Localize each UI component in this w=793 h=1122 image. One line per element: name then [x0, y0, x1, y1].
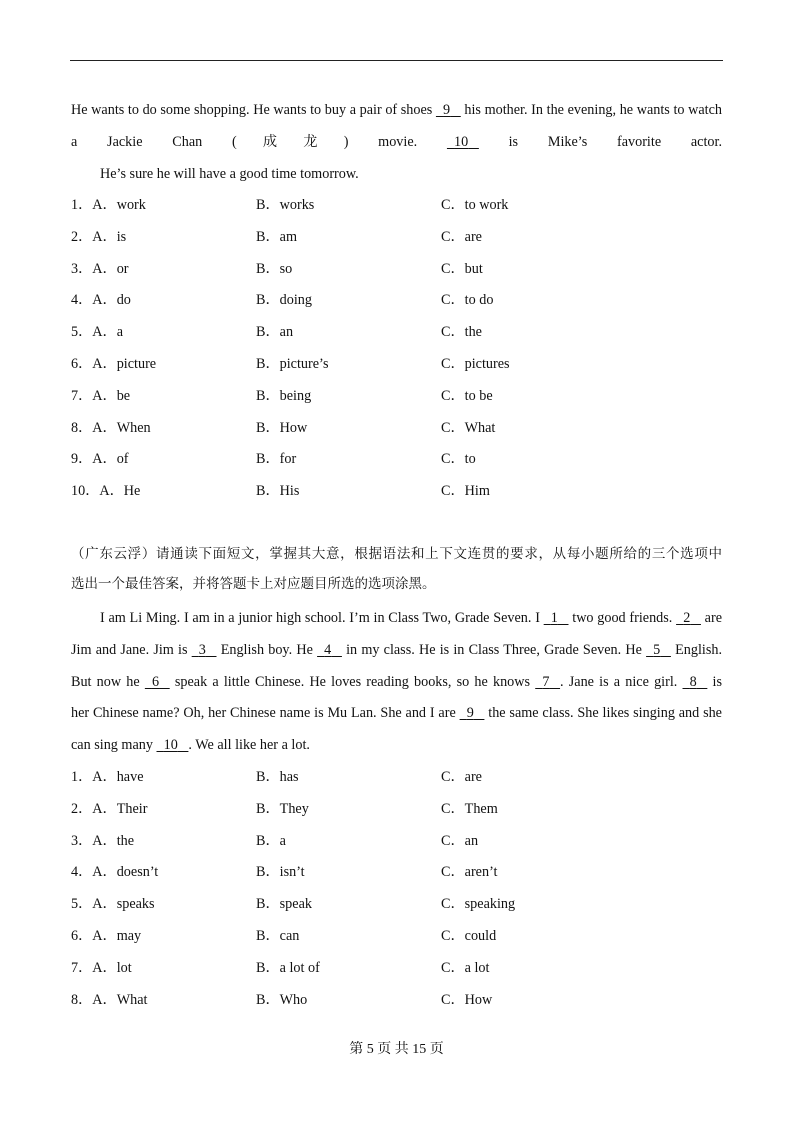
option-row	[71, 285, 722, 317]
blank-number: 10	[163, 737, 178, 754]
option-row	[71, 381, 722, 413]
blank-number: 9	[443, 102, 451, 118]
blank-number: 10	[454, 133, 469, 150]
option-c: C．to	[441, 451, 476, 468]
option-c: C．What	[441, 419, 496, 436]
option-a: 8．A．What	[71, 991, 148, 1008]
blank-number: 9	[466, 705, 474, 722]
blank-9	[436, 95, 461, 127]
blank-number: 7	[542, 673, 550, 690]
text-line	[71, 635, 722, 667]
option-row	[71, 889, 722, 921]
text-segment: . We all like her a lot.	[188, 737, 310, 754]
header-rule	[70, 60, 723, 61]
blank-3	[192, 635, 217, 667]
text-segment: his mother. In the evening, he wants to watch	[460, 102, 722, 118]
option-row	[71, 317, 722, 349]
blank-10	[447, 127, 479, 159]
text-segment: is	[707, 673, 722, 690]
option-c: C．but	[441, 260, 483, 277]
option-c: C．a lot	[441, 959, 490, 976]
option-a: 1．A．work	[71, 197, 146, 213]
blank-number: 5	[653, 641, 661, 658]
option-row	[71, 476, 722, 508]
option-b: B．isn’t	[256, 864, 305, 881]
option-c: C．could	[441, 927, 497, 944]
blank-number: 1	[550, 610, 558, 626]
option-c: C．speaking	[441, 896, 516, 913]
option-row	[71, 413, 722, 445]
option-a: 6．A．may	[71, 927, 142, 944]
option-b: B．doing	[256, 292, 312, 309]
option-b: B．can	[256, 927, 300, 944]
text-segment: . Jane is a nice girl.	[560, 673, 683, 690]
option-b: B．am	[256, 228, 297, 245]
option-b: B．has	[256, 769, 299, 785]
option-c: C．pictures	[441, 355, 510, 372]
option-a: 2．A．is	[71, 228, 127, 245]
option-row	[71, 190, 722, 222]
text-segment: English.	[670, 641, 722, 658]
option-b: B．so	[256, 260, 293, 277]
option-b: B．Who	[256, 991, 308, 1008]
blank-number: 8	[689, 673, 697, 690]
option-row	[71, 349, 722, 381]
blank-1	[544, 603, 569, 635]
option-b: B．speak	[256, 896, 312, 913]
blank-8	[683, 667, 708, 699]
option-c: C．the	[441, 324, 482, 341]
option-a: 3．A．the	[71, 832, 135, 849]
option-c: C．Him	[441, 483, 490, 500]
option-a: 4．A．do	[71, 292, 131, 309]
option-row	[71, 985, 722, 1017]
text-segment: in my class. He is in Class Three, Grade Seven. He	[341, 641, 647, 658]
option-c: C．How	[441, 991, 493, 1008]
option-b: B．His	[256, 483, 300, 500]
option-a: 10．A．He	[71, 483, 141, 500]
text-segment: speak a little Chinese. He loves reading books, so he knows	[169, 673, 536, 690]
option-a: 4．A．doesn’t	[71, 864, 159, 881]
option-row	[71, 222, 722, 254]
blank-number: 6	[151, 673, 160, 690]
blank-6	[145, 667, 170, 699]
option-row	[71, 857, 722, 889]
option-a: 2．A．Their	[71, 800, 148, 817]
passage-1	[71, 95, 722, 190]
text-segment: I am Li Ming. I am in a junior high school. I’m in Class Two, Grade Seven. I	[100, 610, 544, 626]
text-segment: English boy. He	[216, 641, 318, 658]
option-c: C．an	[441, 832, 479, 849]
option-row	[71, 921, 722, 953]
option-c: C．are	[441, 769, 482, 785]
text-line	[71, 730, 722, 762]
page-footer: 第 5 页 共 15 页	[349, 1042, 444, 1057]
blank-10	[157, 730, 189, 762]
text-segment: her Chinese name? Oh, her Chinese name is Mu Lan. She and I are	[71, 705, 460, 722]
passage-2	[71, 603, 722, 762]
option-c: C．to work	[441, 197, 509, 213]
option-row	[71, 826, 722, 858]
text-line	[71, 95, 722, 127]
option-b: B．a lot of	[256, 959, 320, 976]
option-b: B．They	[256, 800, 309, 817]
option-row	[71, 254, 722, 286]
text-segment: is Mike’s favorite actor.	[478, 133, 722, 150]
blank-4	[317, 635, 342, 667]
blank-2	[676, 603, 701, 635]
option-c: C．to be	[441, 387, 493, 404]
text-segment: the same class. She likes singing and she	[484, 705, 722, 722]
text-line	[71, 603, 722, 635]
option-b: B．picture’s	[256, 355, 329, 372]
option-b: B．an	[256, 324, 294, 341]
text-segment: can sing many	[71, 737, 157, 754]
instruction-line: （广东云浮）请通读下面短文，掌握其大意，根据语法和上下文连贯的要求，从每小题所给的三个选项中	[71, 546, 722, 562]
text-segment: two good friends.	[568, 610, 677, 626]
option-row	[71, 762, 722, 794]
option-b: B．works	[256, 197, 315, 213]
blank-9	[460, 698, 485, 730]
text-line	[71, 667, 722, 699]
blank-7	[535, 667, 560, 699]
blank-number: 4	[324, 641, 332, 658]
option-a: 5．A．speaks	[71, 896, 155, 913]
text-segment: are	[700, 610, 722, 626]
instruction-line: 选出一个最佳答案，并将答题卡上对应题目所选的选项涂黑。	[71, 576, 436, 592]
blank-number: 3	[198, 641, 206, 658]
option-a: 7．A．be	[71, 387, 131, 404]
text-segment: But now he	[71, 673, 145, 690]
option-c: C．to do	[441, 292, 494, 309]
option-a: 7．A．lot	[71, 959, 132, 976]
option-a: 5．A．a	[71, 324, 124, 341]
option-c: C．Them	[441, 800, 498, 817]
option-a: 3．A．or	[71, 260, 129, 277]
text-segment: a Jackie Chan (成龙) movie.	[71, 133, 447, 150]
option-c: C．are	[441, 228, 482, 245]
option-a: 8．A．When	[71, 419, 151, 436]
option-a: 6．A．picture	[71, 355, 157, 372]
blank-number: 2	[683, 610, 691, 626]
text-line	[71, 698, 722, 730]
options-2	[71, 762, 722, 1016]
text-line	[71, 127, 722, 159]
option-b: B．a	[256, 832, 286, 849]
text-segment: Jim and Jane. Jim is	[71, 641, 192, 658]
text-segment: He’s sure he will have a good time tomorrow.	[100, 165, 359, 182]
text-segment: He wants to do some shopping. He wants to buy a pair of shoes	[71, 102, 436, 118]
option-row	[71, 953, 722, 985]
option-a: 1．A．have	[71, 769, 144, 785]
instruction	[71, 539, 722, 599]
option-c: C．aren’t	[441, 864, 498, 881]
option-b: B．How	[256, 419, 308, 436]
option-b: B．for	[256, 451, 297, 468]
options-1	[71, 190, 722, 508]
option-a: 9．A．of	[71, 451, 129, 468]
option-row	[71, 444, 722, 476]
text-line	[71, 159, 722, 191]
option-row	[71, 794, 722, 826]
blank-5	[646, 635, 671, 667]
option-b: B．being	[256, 387, 312, 404]
